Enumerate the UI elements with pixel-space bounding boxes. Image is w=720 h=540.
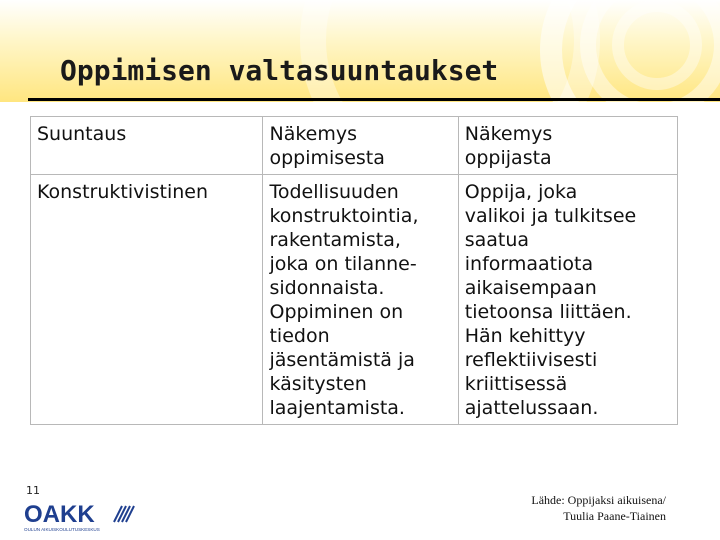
source-line: Lähde: Oppijaksi aikuisena/	[531, 493, 666, 507]
orientation-table	[30, 116, 678, 425]
cell-oppiminen: Todellisuuden konstruktointia, rakentamista, joka on tilanne- sidonnaista. Oppiminen on tiedon jäsentämistä ja käsitysten laajentamista.	[263, 175, 458, 425]
table-header-row	[31, 117, 678, 175]
table-row	[31, 175, 678, 425]
slide-title: Oppimisen valtasuuntaukset	[60, 54, 499, 87]
svg-text:OAKK: OAKK	[24, 501, 95, 528]
svg-text:OULUN AIKUISKOULUTUSKESKUS: OULUN AIKUISKOULUTUSKESKUS	[24, 527, 100, 532]
oakk-logo	[22, 500, 162, 534]
decorative-swirl	[612, 0, 702, 90]
cell-suuntaus: Konstruktivistinen	[31, 175, 263, 425]
cell-oppija: Oppija, joka valikoi ja tulkitsee saatua informaatiota aikaisempaan tietoonsa liittäen. Hän kehittyy reflektiivisesti kriittisessä ajattelussaan.	[458, 175, 677, 425]
source-citation	[446, 492, 666, 524]
title-underline	[28, 98, 720, 101]
page-number: 11	[26, 484, 40, 497]
header-cell-oppiminen: Näkemys oppimisesta	[263, 117, 458, 175]
header-cell-oppija: Näkemys oppijasta	[458, 117, 677, 175]
source-author: Tuulia Paane-Tiainen	[563, 509, 666, 523]
header-cell-suuntaus: Suuntaus	[31, 117, 263, 175]
